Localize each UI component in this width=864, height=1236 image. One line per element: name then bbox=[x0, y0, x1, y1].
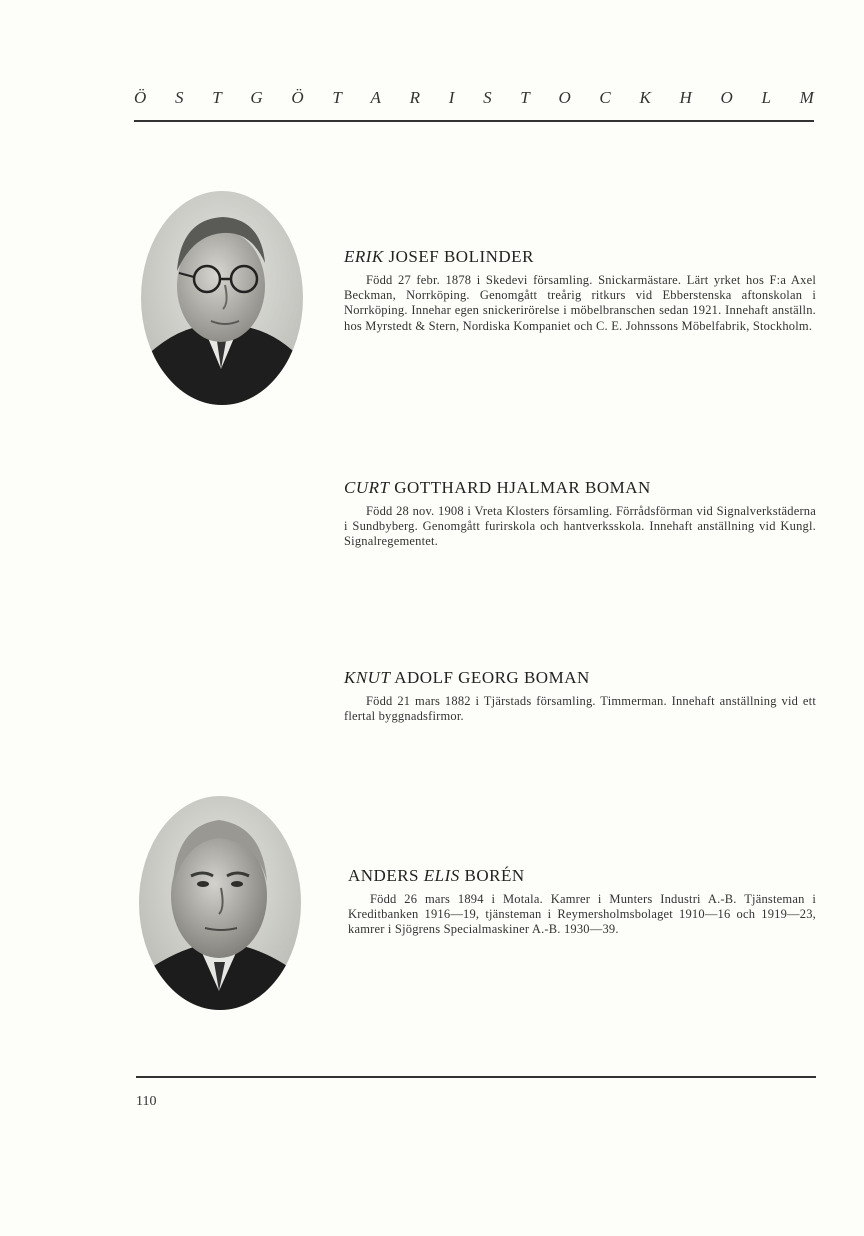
running-title bbox=[134, 88, 814, 108]
entry-text: Född 28 nov. 1908 i Vreta Klosters församling. Förrådsförman vid Signalverkstäderna i Sundbyberg. Genomgått furirskola och hantverksskola. Innehaft anställning vid Kungl. Signalregementet. bbox=[344, 504, 816, 549]
running-title-letter: S bbox=[174, 88, 184, 107]
entry-name bbox=[344, 478, 816, 498]
running-title-letter: O bbox=[720, 88, 733, 107]
running-title-letter: T bbox=[212, 88, 222, 107]
rest-name: ADOLF GEORG BOMAN bbox=[394, 668, 590, 687]
given-name: KNUT bbox=[344, 668, 391, 687]
running-title-letter: C bbox=[599, 88, 611, 107]
entry-name bbox=[344, 247, 816, 267]
running-title-letter: M bbox=[799, 88, 814, 107]
running-title-letter: A bbox=[370, 88, 381, 107]
running-title-letter: T bbox=[520, 88, 530, 107]
rest-name: GOTTHARD HJALMAR BOMAN bbox=[394, 478, 651, 497]
given-name: ELIS bbox=[423, 866, 460, 885]
running-title-letter: Ö bbox=[134, 88, 147, 107]
entry-text: Född 21 mars 1882 i Tjärstads församling. Timmerman. Innehaft anställning vid ett flertal byggnadsfirmor. bbox=[344, 694, 816, 724]
biography-entry bbox=[344, 668, 816, 724]
running-title-letter: H bbox=[679, 88, 692, 107]
running-title-letter: Ö bbox=[291, 88, 304, 107]
running-title-letter: I bbox=[448, 88, 455, 107]
running-title-letter: L bbox=[761, 88, 771, 107]
entry-name bbox=[348, 866, 816, 886]
portrait-photo bbox=[141, 191, 303, 405]
running-title-letter: R bbox=[409, 88, 420, 107]
page-number: 110 bbox=[136, 1094, 157, 1109]
name-first: ANDERS bbox=[348, 866, 420, 885]
running-title-letter: T bbox=[332, 88, 342, 107]
biography-entry bbox=[344, 478, 816, 550]
running-title-letter: K bbox=[639, 88, 651, 107]
rest-name: JOSEF BOLINDER bbox=[388, 247, 534, 266]
header-rule bbox=[134, 120, 814, 122]
entry-text: Född 26 mars 1894 i Motala. Kamrer i Munters Industri A.-B. Tjänsteman i Kreditbanken 1916—19, tjänsteman i Reymersholmsbolaget 1910—16 och 1919—23, kamrer i Sjögrens Specialmaskiner A.-B. 1930—39. bbox=[348, 892, 816, 937]
given-name: ERIK bbox=[344, 247, 384, 266]
biography-entry bbox=[344, 247, 816, 334]
running-title-letter: O bbox=[558, 88, 571, 107]
portrait-photo bbox=[139, 796, 301, 1010]
running-title-letter: G bbox=[250, 88, 263, 107]
footer-rule bbox=[136, 1076, 816, 1078]
given-name: CURT bbox=[344, 478, 390, 497]
entry-name bbox=[344, 668, 816, 688]
biography-entry bbox=[348, 866, 816, 938]
name-last: BORÉN bbox=[464, 866, 525, 885]
running-title-letter: S bbox=[483, 88, 492, 107]
entry-text: Född 27 febr. 1878 i Skedevi församling. Snickarmästare. Lärt yrket hos F:a Axel Beckman, Norrköping. Genomgått treårig ritkurs vid Ebberstenska aftonskolan i Norrköping. Innehar egen snickerirörelse i möbelbranschen sedan 1921. Innehaft anställn. hos Myrstedt & Stern, Nordiska Kompaniet och C. E. Johnssons Möbelfabrik, Stockholm. bbox=[344, 273, 816, 333]
